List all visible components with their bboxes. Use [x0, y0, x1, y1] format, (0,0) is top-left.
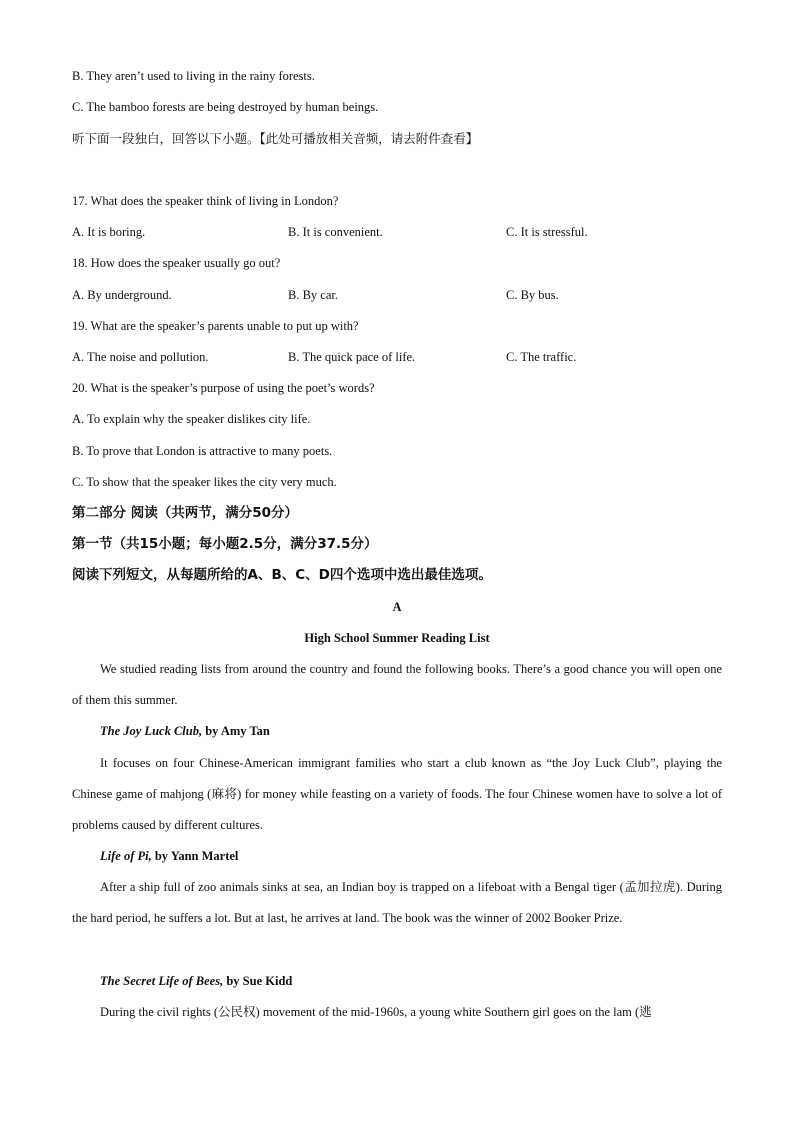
passage-letter: A [392, 600, 402, 614]
q20-option-c: C. To show that the speaker likes the city very much. [72, 475, 337, 489]
q17-option-c: C. It is stressful. [506, 225, 588, 239]
question-20: 20. What is the speaker’s purpose of using the poet’s words? [72, 381, 375, 395]
book-title-1 [100, 723, 270, 739]
q18-option-c: C. By bus. [506, 288, 559, 302]
book-title-text: Life of Pi, [100, 849, 152, 863]
passage-intro: We studied reading lists from around the country and found the following books. There’s a good chance you will open one of them this summer. [72, 662, 722, 707]
book-description-2: After a ship full of zoo animals sinks at sea, an Indian boy is trapped on a lifeboat with a Bengal tiger (孟加拉虎). During the hard period, he suffers a lot. But at last, he arrives at land. The book was the winner of 2002 Booker Prize. [72, 880, 722, 925]
book-title-2 [100, 848, 238, 864]
q18-option-a: A. By underground. [72, 288, 172, 302]
book-title-text: The Secret Life of Bees, [100, 974, 224, 988]
q19-option-a: A. The noise and pollution. [72, 350, 209, 364]
book-description-3: During the civil rights (公民权) movement of the mid-1960s, a young white Southern girl goes on the lam (逃 [100, 1005, 652, 1019]
q18-option-b: B. By car. [288, 288, 338, 302]
q17-option-a: A. It is boring. [72, 225, 146, 239]
section1-header: 第一节（共15小题；每小题2.5分，满分37.5分） [72, 536, 378, 552]
book-author: by Amy Tan [202, 724, 270, 738]
reading-instruction: 阅读下列短文，从每题所给的A、B、C、D四个选项中选出最佳选项。 [72, 567, 492, 583]
book-title-text: The Joy Luck Club, [100, 724, 203, 738]
question-18: 18. How does the speaker usually go out? [72, 256, 281, 270]
book-author: by Yann Martel [151, 849, 239, 863]
book-author: by Sue Kidd [223, 974, 293, 988]
q19-option-c: C. The traffic. [506, 350, 577, 364]
option-c: C. The bamboo forests are being destroyed by human beings. [72, 100, 379, 114]
question-17: 17. What does the speaker think of living in London? [72, 194, 339, 208]
part2-header: 第二部分 阅读（共两节，满分50分） [72, 505, 298, 521]
q20-option-b: B. To prove that London is attractive to many poets. [72, 444, 333, 458]
option-b: B. They aren’t used to living in the rainy forests. [72, 69, 315, 83]
listening-instruction: 听下面一段独白，回答以下小题。【此处可播放相关音频，请去附件查看】 [72, 131, 479, 146]
book-title-3 [100, 973, 292, 989]
book-description-1: It focuses on four Chinese-American immigrant families who start a club known as “the Joy Luck Club”, playing the Chinese game of mahjong (麻将) for money while feasting on a variety of foods. The four Chinese women have to solve a lot of problems caused by different cultures. [72, 756, 722, 832]
q19-option-b: B. The quick pace of life. [288, 350, 416, 364]
q20-option-a: A. To explain why the speaker dislikes city life. [72, 412, 311, 426]
q17-option-b: B. It is convenient. [288, 225, 383, 239]
passage-title: High School Summer Reading List [304, 631, 490, 645]
question-19: 19. What are the speaker’s parents unable to put up with? [72, 319, 359, 333]
